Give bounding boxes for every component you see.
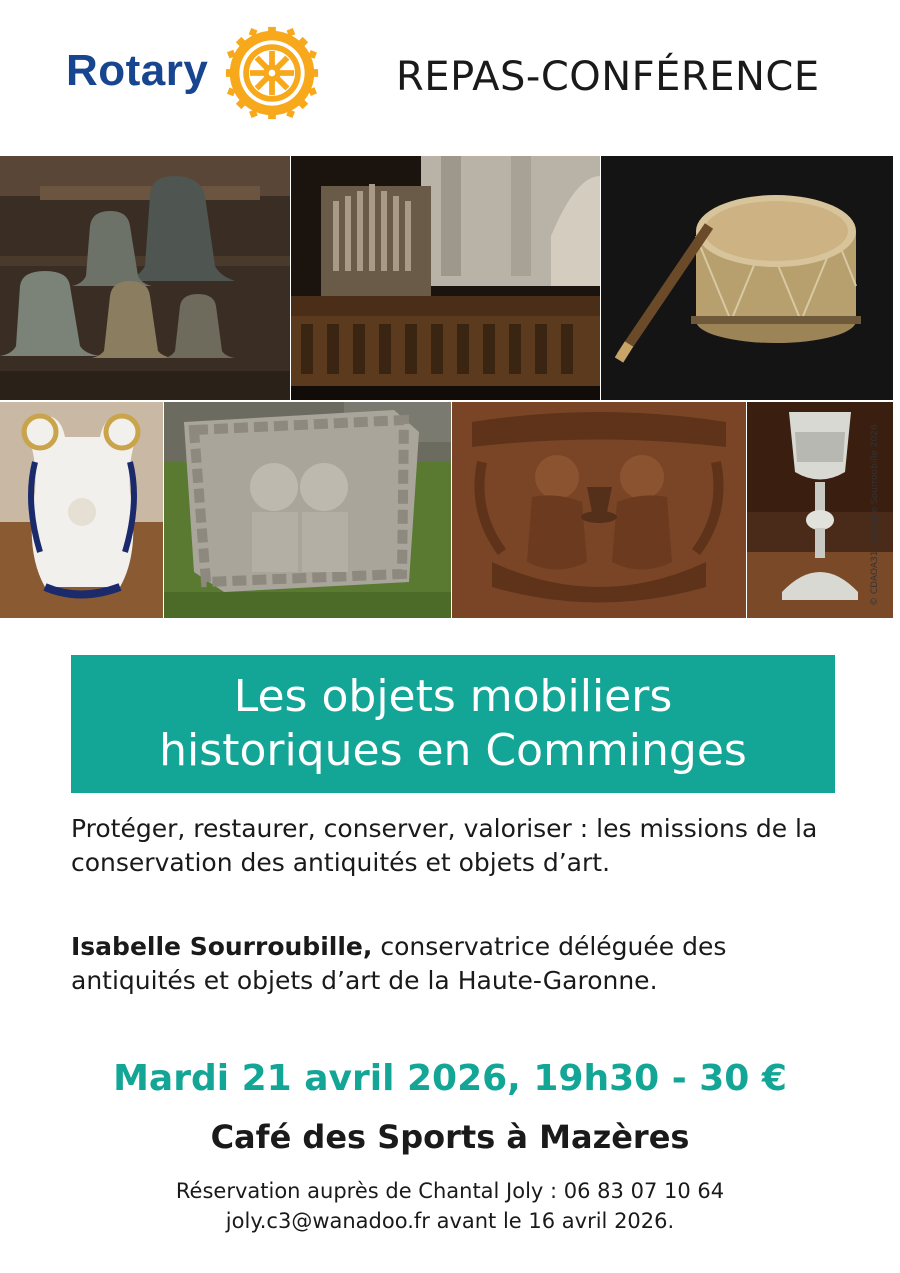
event-date-price: Mardi 21 avril 2026, 19h30 - 30 € (113, 1058, 787, 1099)
bells-icon (0, 156, 290, 400)
organ-icon (291, 156, 600, 400)
reservation-contact: Réservation auprès de Chantal Joly : 06 83 07 10 64 (175, 1179, 725, 1203)
photo-copyright: © CDAOA31 - Isabelle Sourroubille 2026 (870, 424, 880, 606)
reservation-info (0, 1176, 900, 1236)
photo-collage (0, 156, 900, 618)
conference-title (83, 670, 823, 778)
header (0, 0, 900, 150)
conference-title-banner (71, 655, 835, 793)
reservation-email-deadline: joly.c3@wanadoo.fr avant le 16 avril 2026. (225, 1209, 675, 1233)
conference-description: Protéger, restaurer, conserver, valoriser : les missions de la conservation des antiquités et objets d’art. (71, 814, 818, 877)
carving-icon (452, 402, 746, 618)
speaker-role: conservatrice déléguée des antiquités et objets d’art de la Haute-Garonne. (71, 932, 727, 995)
photo-vase (0, 402, 163, 618)
photo-carved-misericord (452, 402, 746, 618)
conference-title-line2: historiques en Comminges (159, 725, 747, 776)
photo-stone-stele (164, 402, 451, 618)
rotary-wheel-icon (224, 25, 320, 121)
speaker-info (71, 930, 831, 998)
photo-drum (601, 156, 893, 400)
event-type-heading: REPAS-CONFÉRENCE (396, 54, 820, 100)
photo-bells (0, 156, 290, 400)
conference-title-line1: Les objets mobiliers (233, 671, 673, 722)
vase-icon (0, 402, 163, 618)
speaker-name: Isabelle Sourroubille, (71, 932, 373, 961)
rotary-logo-text: Rotary (66, 46, 209, 95)
drum-icon (601, 156, 893, 400)
photo-organ-choir (291, 156, 600, 400)
event-venue: Café des Sports à Mazères (210, 1118, 690, 1156)
stele-icon (164, 402, 451, 618)
